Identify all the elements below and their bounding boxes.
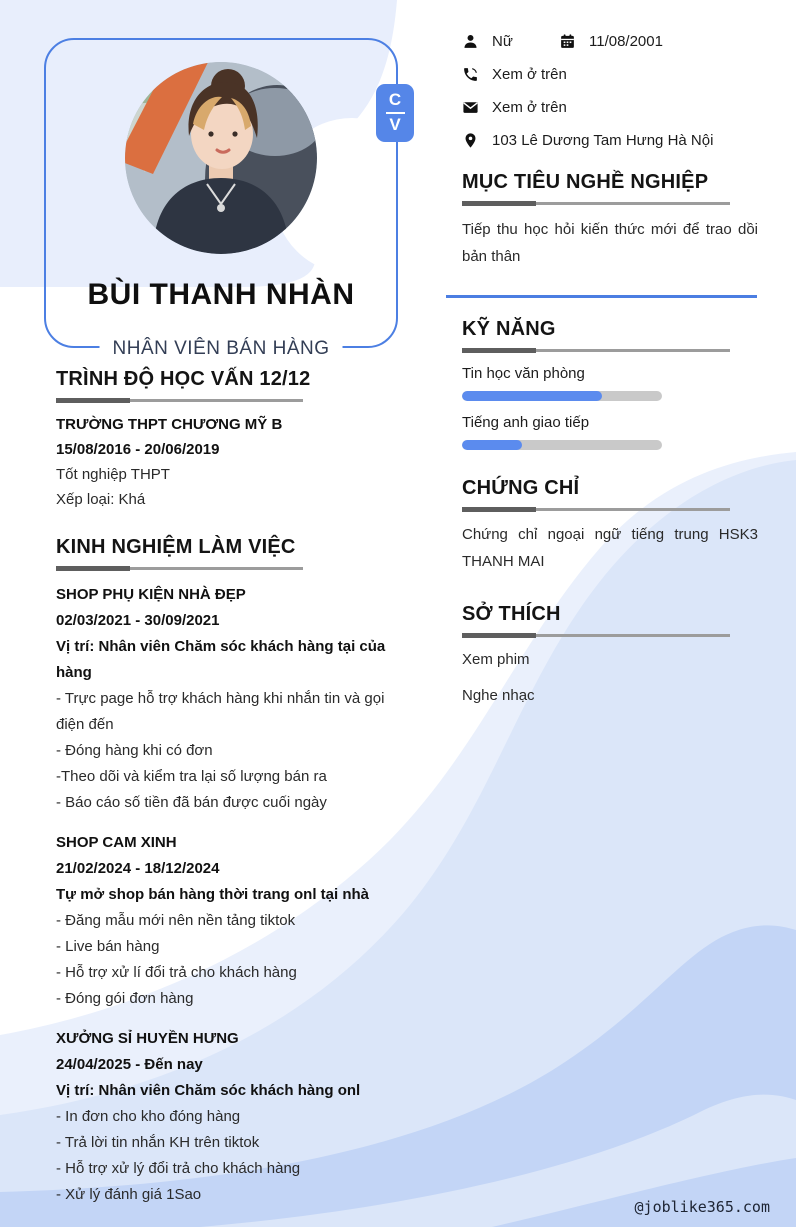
gender-value: Nữ xyxy=(492,32,513,50)
contact-row-gender-dob xyxy=(462,30,758,52)
experience-heading: KINH NGHIỆM LÀM VIỆC xyxy=(56,536,296,558)
job-bullet: - Báo cáo số tiền đã bán được cuối ngày xyxy=(56,794,327,811)
skill-label: Tiếng anh giao tiếp xyxy=(462,414,590,431)
skill-bar xyxy=(462,440,662,450)
job-bullet: - Xử lý đánh giá 1Sao xyxy=(56,1186,202,1203)
job-period: 02/03/2021 - 30/09/2021 xyxy=(56,612,220,629)
dob-pair xyxy=(559,30,663,52)
education-line: Xếp loại: Khá xyxy=(56,491,146,508)
hobby-item: Xem phim xyxy=(462,651,530,668)
job-bullet: - In đơn cho kho đóng hàng xyxy=(56,1108,241,1125)
email-value: Xem ở trên xyxy=(492,98,567,116)
job-period: 21/02/2024 - 18/12/2024 xyxy=(56,860,220,877)
job-company: XƯỞNG SỈ HUYỀN HƯNG xyxy=(56,1030,239,1047)
person-icon xyxy=(462,33,479,50)
objective-section xyxy=(462,171,758,270)
skill-bar-fill xyxy=(462,440,522,450)
education-rule xyxy=(56,399,303,402)
candidate-name: BÙI THANH NHÀN xyxy=(87,278,355,311)
job-bullet: - Trực page hỗ trợ khách hàng khi nhắn tin và gọi điện đến xyxy=(56,690,385,733)
watermark-credit: @joblike365.com xyxy=(634,1198,770,1216)
job-bullet: - Đóng hàng khi có đơn xyxy=(56,742,213,759)
job-bullet: - Đóng gói đơn hàng xyxy=(56,990,194,1007)
address-value: 103 Lê Dương Tam Hưng Hà Nội xyxy=(492,131,714,149)
education-school: TRƯỜNG THPT CHƯƠNG MỸ B xyxy=(56,416,283,433)
cv-badge-divider xyxy=(386,112,405,114)
certificates-text: Chứng chỉ ngoại ngữ tiếng trung HSK3 THANH MAI xyxy=(462,526,758,570)
certificates-section xyxy=(462,477,758,575)
skill-bar-fill xyxy=(462,391,602,401)
cv-badge xyxy=(376,84,414,142)
objective-heading: MỤC TIÊU NGHỀ NGHIỆP xyxy=(462,171,709,193)
hobbies-rule xyxy=(462,634,730,637)
job-position: Vị trí: Nhân viên Chăm sóc khách hàng onl xyxy=(56,1082,361,1099)
calendar-icon xyxy=(559,33,576,50)
hobbies-section xyxy=(462,603,758,709)
education-block xyxy=(56,412,401,512)
skills-rule xyxy=(462,349,730,352)
contact-row-phone xyxy=(462,63,758,85)
right-column xyxy=(462,30,758,709)
contact-row-address xyxy=(462,129,758,151)
candidate-title: NHÂN VIÊN BÁN HÀNG xyxy=(100,338,343,360)
dob-value: 11/08/2001 xyxy=(589,32,663,50)
profile-card xyxy=(44,38,401,359)
job-entry xyxy=(56,830,401,1012)
profile-photo xyxy=(125,62,317,254)
job-bullet: - Hỗ trợ xử lý đổi trả cho khách hàng xyxy=(56,1160,301,1177)
objective-text: Tiếp thu học hỏi kiến thức mới để trao dồi bản thân xyxy=(462,221,758,265)
job-entry xyxy=(56,1026,401,1208)
experience-rule xyxy=(56,567,303,570)
skills-section xyxy=(462,318,758,450)
certificates-rule xyxy=(462,508,730,511)
job-position: Vị trí: Nhân viên Chăm sóc khách hàng tại của hàng xyxy=(56,638,386,681)
job-position: Tự mở shop bán hàng thời trang onl tại nhà xyxy=(56,886,370,903)
skill-bar xyxy=(462,391,662,401)
hobby-item: Nghe nhạc xyxy=(462,687,535,704)
left-column xyxy=(56,368,401,1208)
hobbies-heading: SỞ THÍCH xyxy=(462,603,561,625)
objective-rule xyxy=(462,202,730,205)
skills-heading: KỸ NĂNG xyxy=(462,318,556,340)
phone-icon xyxy=(462,66,479,83)
phone-value: Xem ở trên xyxy=(492,65,567,83)
cv-badge-letter-v: V xyxy=(389,115,401,134)
certificates-heading: CHỨNG CHỈ xyxy=(462,477,580,499)
education-period: 15/08/2016 - 20/06/2019 xyxy=(56,441,220,458)
education-line: Tốt nghiệp THPT xyxy=(56,466,170,483)
job-bullet: -Theo dõi và kiểm tra lại số lượng bán ra xyxy=(56,768,327,785)
profile-photo-illustration xyxy=(125,62,317,254)
job-company: SHOP CAM XINH xyxy=(56,834,177,851)
job-bullet: - Live bán hàng xyxy=(56,938,160,955)
job-bullet: - Hỗ trợ xử lí đổi trả cho khách hàng xyxy=(56,964,297,981)
job-entry xyxy=(56,582,401,816)
education-heading: TRÌNH ĐỘ HỌC VẤN 12/12 xyxy=(56,368,311,390)
envelope-icon xyxy=(462,99,479,116)
job-bullet: - Đăng mẫu mới nên nền tảng tiktok xyxy=(56,912,296,929)
job-period: 24/04/2025 - Đến nay xyxy=(56,1056,203,1073)
cv-badge-letter-c: C xyxy=(388,90,402,110)
experience-section xyxy=(56,536,401,1208)
job-bullet: - Trả lời tin nhắn KH trên tiktok xyxy=(56,1134,260,1151)
skill-label: Tin học văn phòng xyxy=(462,365,585,382)
job-company: SHOP PHỤ KIỆN NHÀ ĐẸP xyxy=(56,586,246,603)
blue-divider xyxy=(446,295,757,298)
location-pin-icon xyxy=(462,132,479,149)
contact-row-email xyxy=(462,96,758,118)
